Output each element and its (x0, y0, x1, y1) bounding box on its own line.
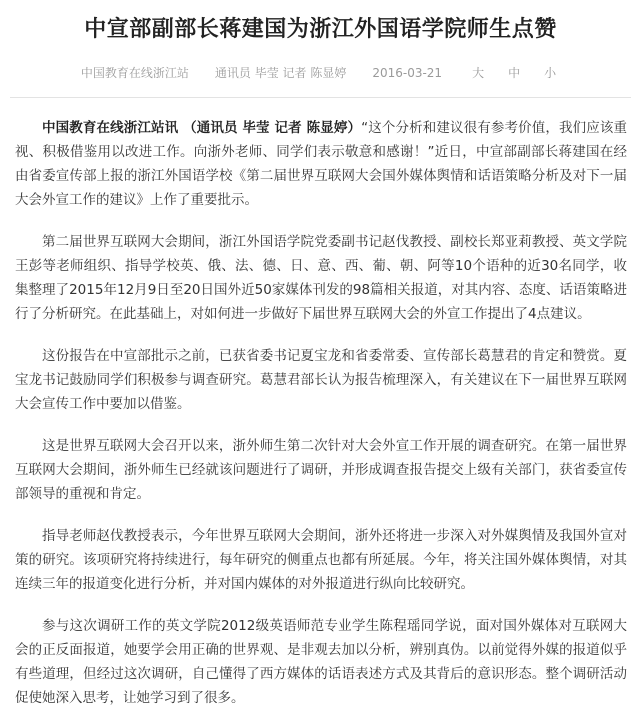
font-size-small-button[interactable]: 小 (544, 66, 557, 80)
paragraph (15, 434, 627, 506)
paragraph (15, 614, 627, 710)
dateline-lead: 中国教育在线浙江站讯 （通讯员 毕莹 记者 陈显婷） (42, 120, 362, 136)
font-size-large-button[interactable]: 大 (472, 66, 485, 80)
article-title: 中宣部副部长蒋建国为浙江外国语学院师生点赞 (84, 17, 557, 42)
article-body (15, 116, 627, 728)
paragraph-text: 指导老师赵伐教授表示，今年世界互联网大会期间，浙外还将进一步深入对外媒舆情及我国外宣对策的研究。该项研究将持续进行，每年研究的侧重点也都有所延展。今年，将关注国外媒体舆情，对其连续三年的报道变化进行分析，并对国内媒体的对外报道进行纵向比较研究。 (15, 528, 627, 592)
paragraph-text: 这是世界互联网大会召开以来，浙外师生第二次针对大会外宣工作开展的调查研究。在第一届世界互联网大会期间，浙外师生已经就该问题进行了调研，并形成调查报告提交上级有关部门，获省委宣传部领导的重视和肯定。 (15, 438, 627, 502)
paragraph (15, 524, 627, 596)
header-divider (10, 97, 631, 98)
meta-date: 2016-03-21 (372, 66, 443, 80)
meta-source: 中国教育在线浙江站 (80, 66, 189, 80)
font-size-medium-button[interactable]: 中 (508, 66, 521, 80)
paragraph (15, 116, 627, 212)
paragraph (15, 344, 627, 416)
paragraph-text: 参与这次调研工作的英文学院2012级英语师范专业学生陈程瑶同学说，面对国外媒体对互联网大会的正反面报道，她要学会用正确的世界观、是非观去加以分析，辨别真伪。以前觉得外媒的报道似乎有些道理，但经过这次调研，自己懂得了西方媒体的话语表述方式及其背后的意识形态。整个调研活动促使她深入思考，让她学习到了很多。 (15, 618, 627, 706)
paragraph-text: 第二届世界互联网大会期间，浙江外国语学院党委副书记赵伐教授、副校长郑亚莉教授、英文学院王彭等老师组织、指导学校英、俄、法、德、日、意、西、葡、朝、阿等10个语种的近30名同学，收集整理了2015年12月9日至20日国外近50家媒体刊发的98篇相关报道，对其内容、态度、话语策略进行了分析研究。在此基础上，对如何进一步做好下届世界互联网大会的外宣工作提出了4点建议。 (15, 234, 627, 322)
paragraph-text: 这份报告在中宣部批示之前，已获省委书记夏宝龙和省委常委、宣传部长葛慧君的肯定和赞赏。夏宝龙书记鼓励同学们积极参与调查研究。葛慧君部长认为报告梳理深入，有关建议在下一届世界互联网大会宣传工作中要加以借鉴。 (15, 348, 627, 412)
paragraph (15, 230, 627, 326)
article-meta (0, 64, 641, 82)
paragraph-text: “这个分析和建议很有参考价值，我们应该重视、积极借鉴用以改进工作。向浙外老师、同学们表示敬意和感谢！”近日，中宣部副部长蒋建国在经由省委宣传部上报的浙江外国语学校《第二届世界互联网大会国外媒体舆情和话语策略分析及对下一届大会外宣工作的建议》上作了重要批示。 (15, 120, 627, 208)
meta-reporters: 通讯员 毕莹 记者 陈显婷 (214, 66, 347, 80)
